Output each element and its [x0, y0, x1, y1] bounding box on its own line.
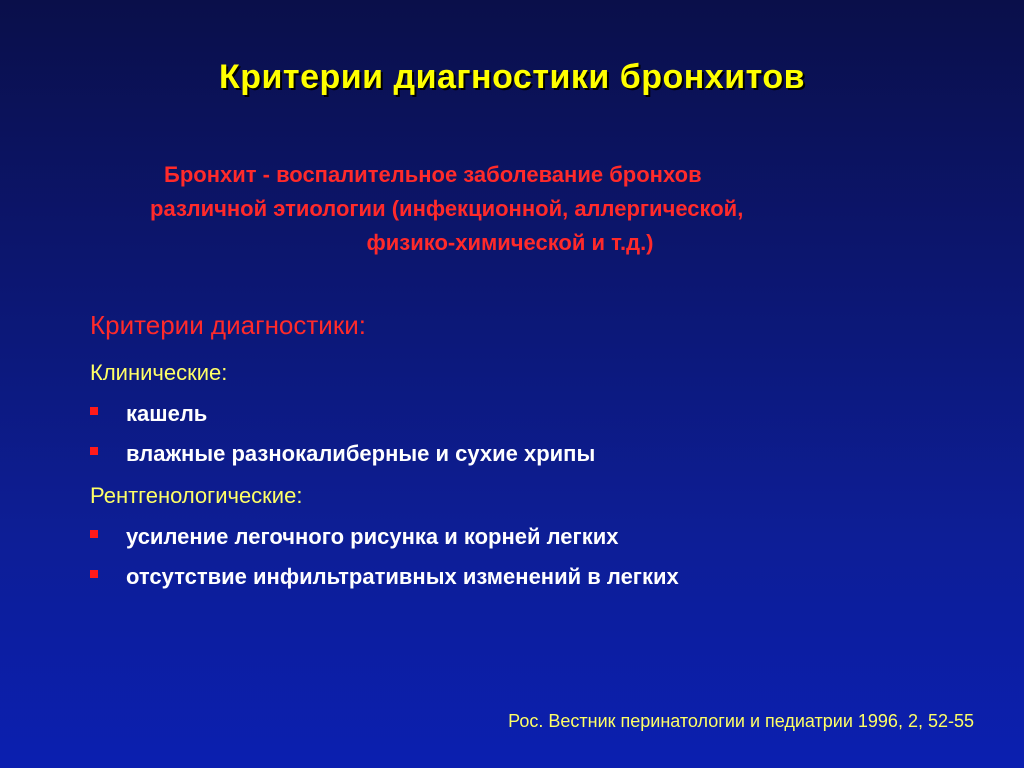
- list-item-text: влажные разнокалиберные и сухие хрипы: [126, 441, 596, 466]
- section-label-clinical: Клинические:: [90, 360, 228, 385]
- bullet-square-icon: [90, 407, 98, 415]
- list-item-text: усиление легочного рисунка и корней легких: [126, 524, 619, 549]
- definition-line-3: физико-химической и т.д.): [366, 230, 654, 255]
- definition: [150, 158, 910, 260]
- bullet-square-icon: [90, 530, 98, 538]
- slide-title: Критерии диагностики бронхитов: [219, 58, 805, 96]
- bullet-square-icon: [90, 570, 98, 578]
- bullet-square-icon: [90, 447, 98, 455]
- criteria-heading: Критерии диагностики:: [90, 310, 366, 340]
- citation-footer: Рос. Вестник перинатологии и педиатрии 1996, 2, 52-55: [508, 711, 974, 731]
- definition-line-2: различной этиологии (инфекционной, аллергической,: [150, 196, 744, 221]
- list-item: [90, 524, 618, 550]
- list-item-text: кашель: [126, 401, 208, 426]
- list-item: [90, 564, 679, 590]
- definition-line-1: Бронхит - воспалительное заболевание бронхов: [164, 162, 702, 187]
- list-item-text: отсутствие инфильтративных изменений в легких: [126, 564, 679, 589]
- list-item: [90, 401, 207, 427]
- list-item: [90, 441, 595, 467]
- section-label-radiological: Рентгенологические:: [90, 483, 303, 508]
